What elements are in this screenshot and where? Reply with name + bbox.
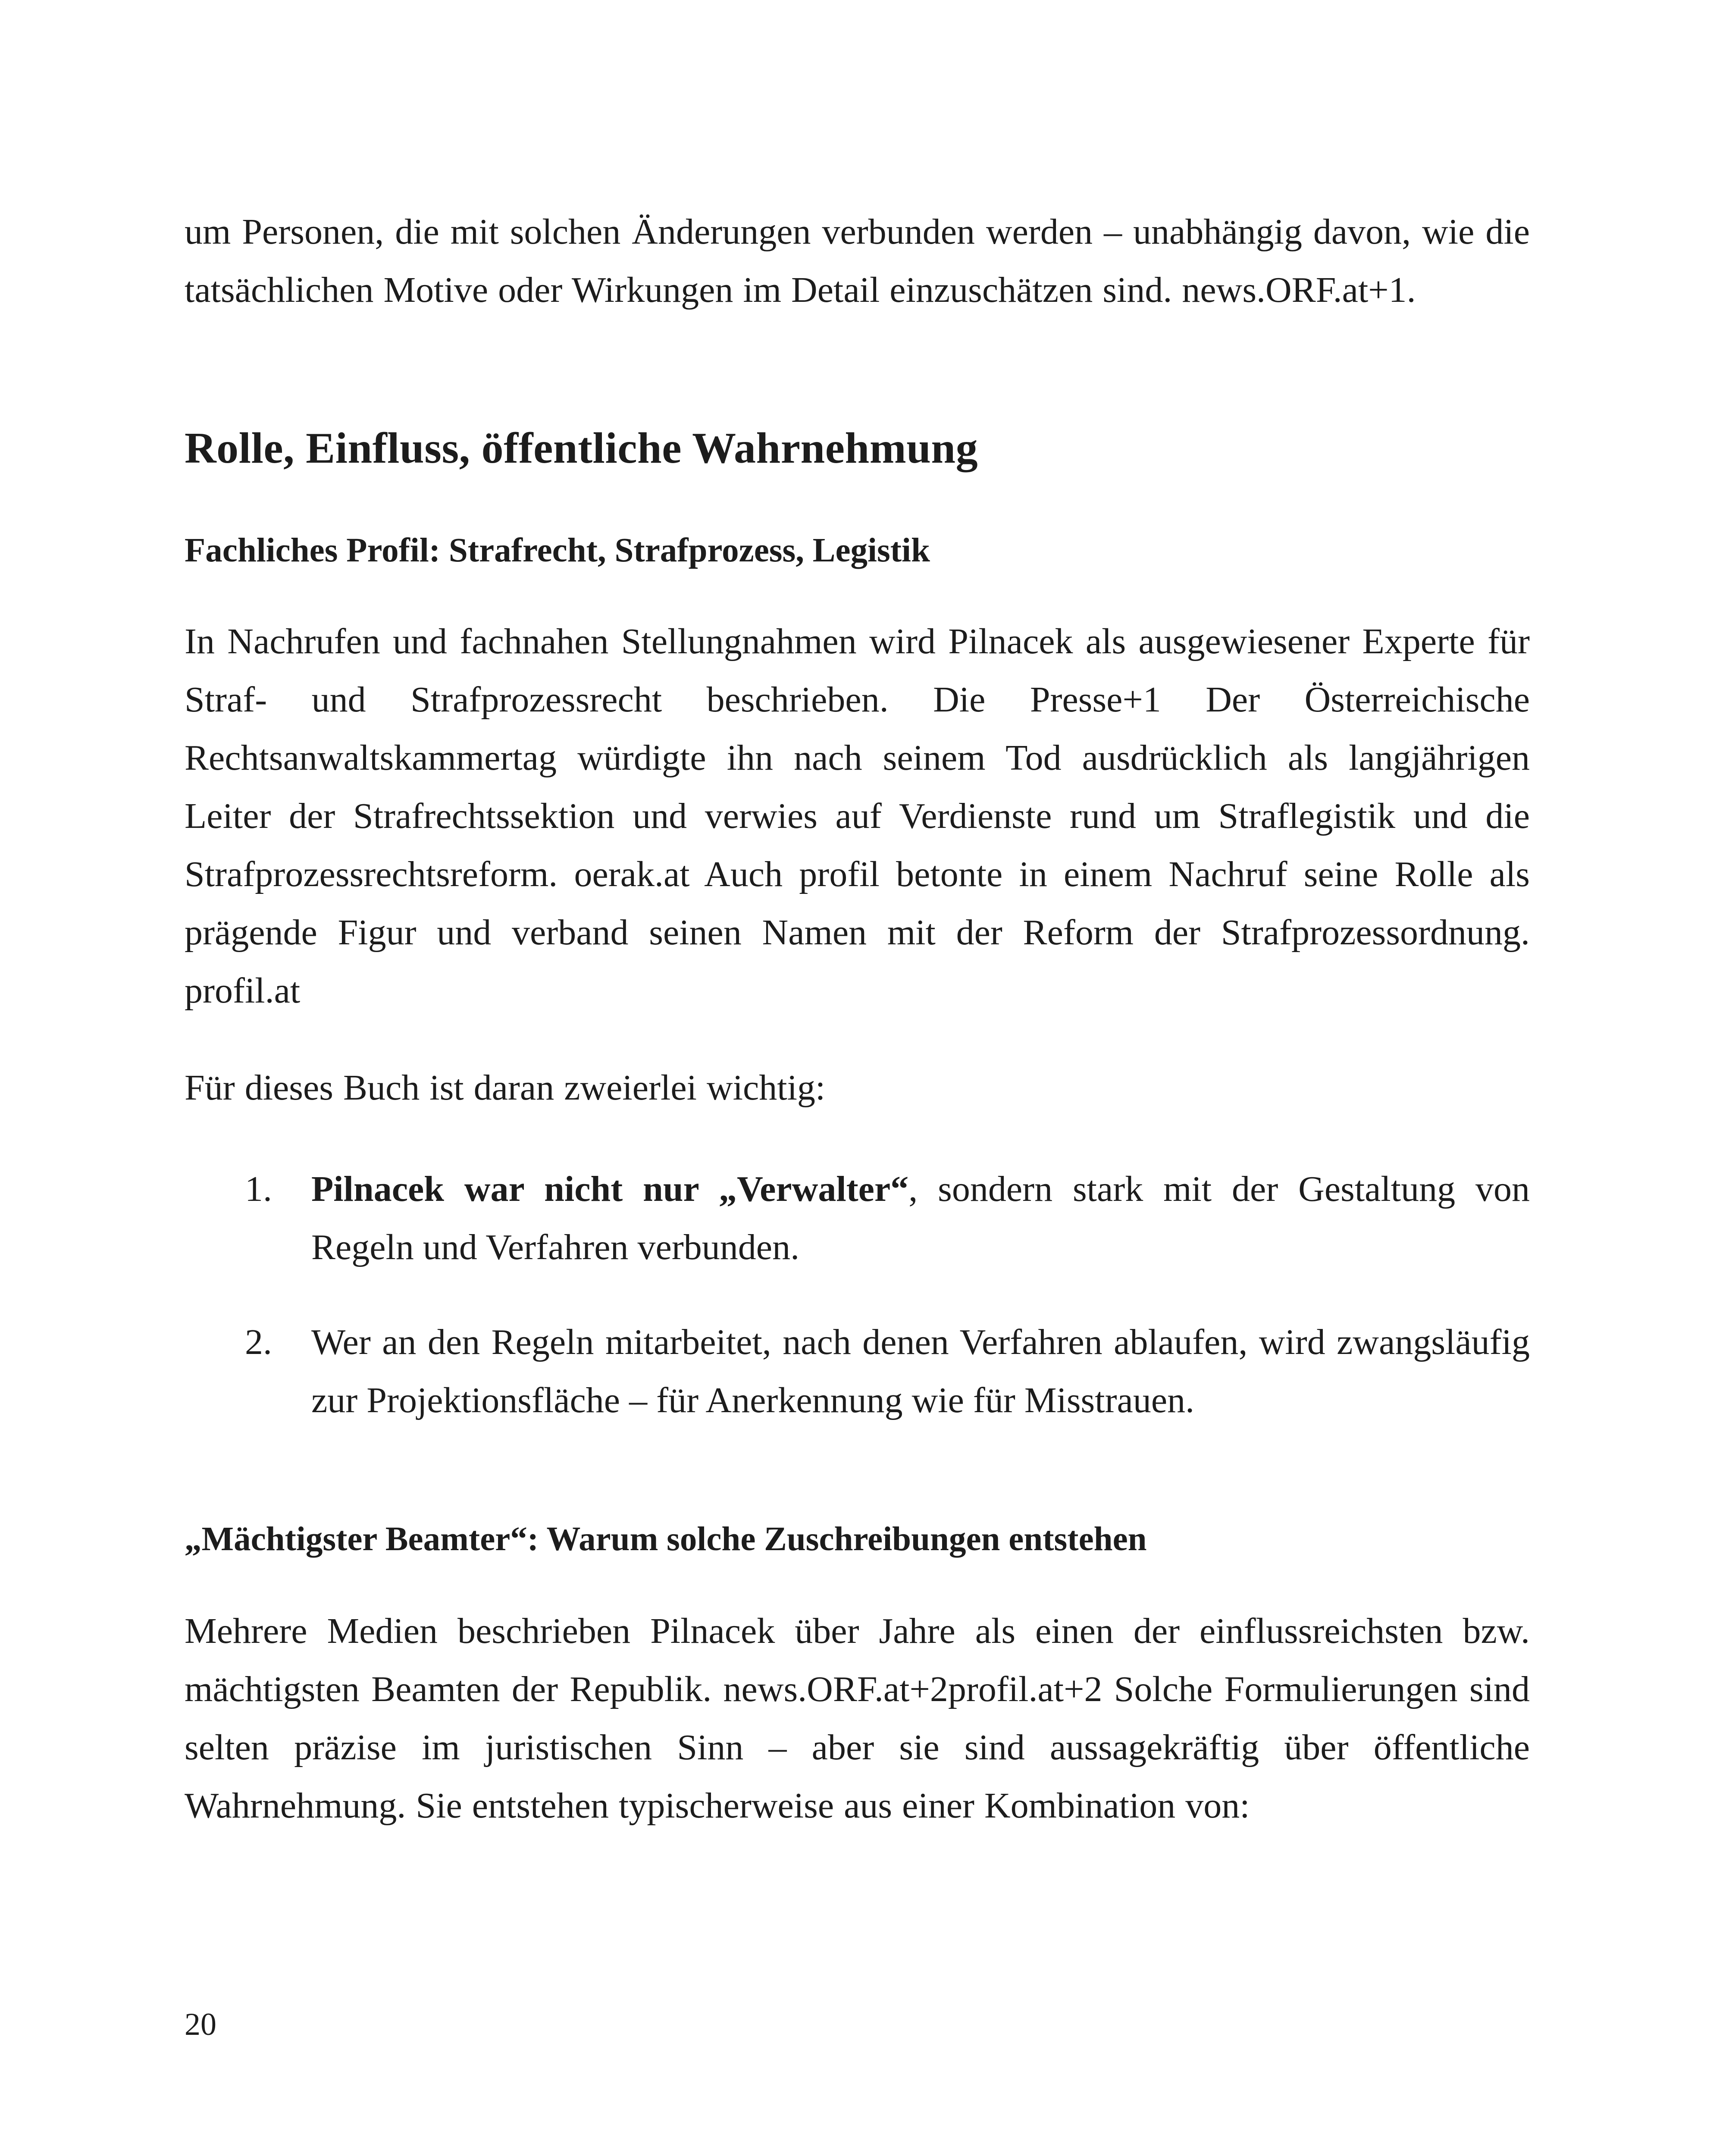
page-number: 20 bbox=[185, 2007, 216, 2042]
perception-paragraph: Mehrere Medien beschrieben Pilnacek über Jahre als einen der einflussreichsten bzw. mächtigsten Beamten der Republik. news.ORF.at+2profil.at+2 Solche Formulierungen sind selten präzise im juristischen Sinn – aber sie sind aussagekräftig über öffentliche Wahrnehmung. Sie entstehen typischerweise aus einer Kombination von: bbox=[185, 1611, 1530, 1826]
section-heading: Rolle, Einfluss, öffentliche Wahrnehmung bbox=[185, 424, 978, 473]
list-text bbox=[311, 1160, 1530, 1276]
list-plain-text: , sondern stark mit der Gestaltung von Regeln und Verfahren verbunden. bbox=[311, 1169, 1530, 1267]
continued-paragraph: um Personen, die mit solchen Änderungen verbunden werden – unabhängig davon, wie die tatsächlichen Motive oder Wirkungen im Detail einzuschätzen sind. news.ORF.at+1. bbox=[185, 212, 1530, 310]
list-plain-text: Wer an den Regeln mitarbeitet, nach denen Verfahren ablaufen, wird zwangsläufig zur Projektionsfläche – für Anerkennung wie für Misstrauen. bbox=[311, 1322, 1530, 1420]
list-bold-text: Pilnacek war nicht nur „Verwalter“ bbox=[311, 1169, 909, 1209]
list-number: 2. bbox=[245, 1322, 272, 1362]
subsection-heading-profile: Fachliches Profil: Strafrecht, Strafprozess, Legistik bbox=[185, 532, 930, 569]
list-number: 1. bbox=[245, 1169, 272, 1209]
profile-paragraph: In Nachrufen und fachnahen Stellungnahmen wird Pilnacek als ausgewiesener Experte für Straf- und Strafprozessrecht beschrieben. Die Presse+1 Der Österreichische Rechtsanwaltskammertag würdigte ihn nach seinem Tod ausdrücklich als langjährigen Leiter der Strafrechtssektion und verwies auf Verdienste rund um Straflegistik und die Strafprozessrechtsreform. oerak.at Auch profil betonte in einem Nachruf seine Rolle als prägende Figur und verband seinen Namen mit der Reform der Strafprozessordnung. profil.at bbox=[185, 621, 1530, 1011]
list-intro: Für dieses Buch ist daran zweierlei wichtig: bbox=[185, 1068, 826, 1108]
subsection-heading-perception: „Mächtigster Beamter“: Warum solche Zuschreibungen entstehen bbox=[185, 1520, 1147, 1558]
list-text bbox=[311, 1313, 1530, 1429]
